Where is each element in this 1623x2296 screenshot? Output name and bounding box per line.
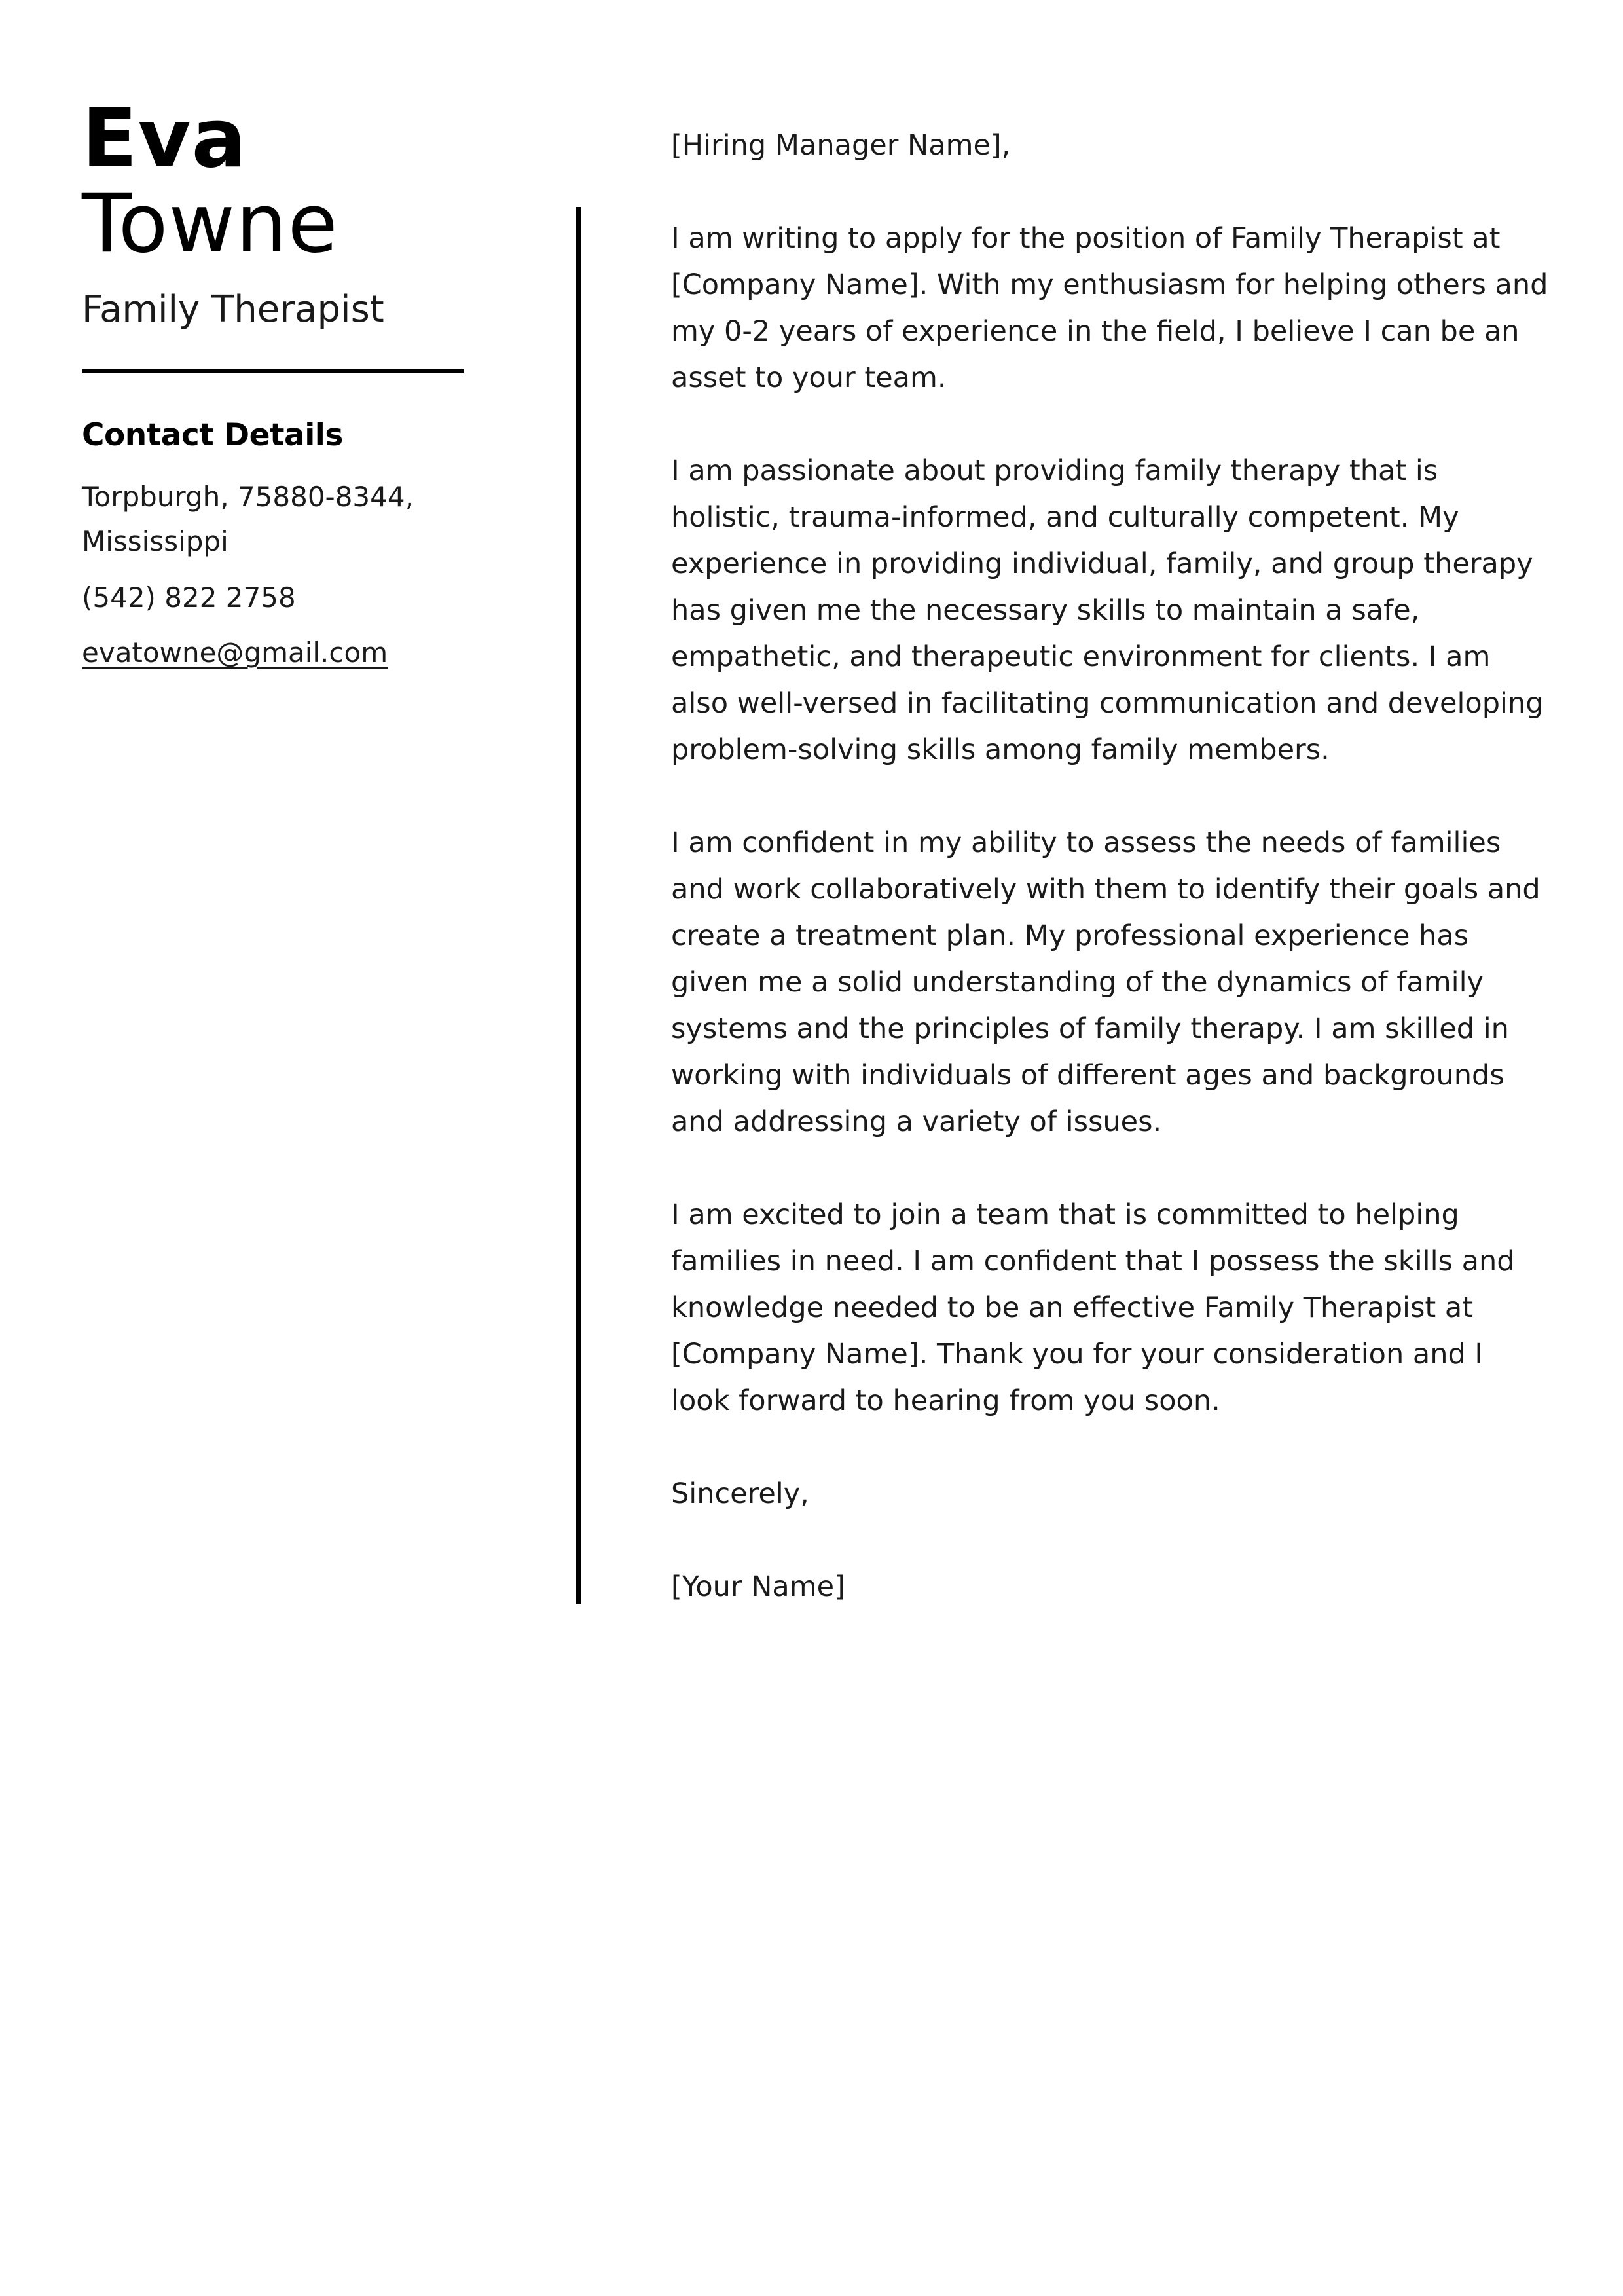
contact-address [82, 475, 475, 564]
sidebar-divider-rule [82, 369, 464, 373]
letter-salutation: [Hiring Manager Name], [671, 129, 1011, 162]
letter-body [671, 122, 1548, 1610]
sidebar [82, 92, 475, 675]
address-line-1: Torpburgh, 75880-8344, [82, 481, 414, 513]
letter-paragraph-4: I am excited to join a team that is committed to helping families in need. I am confident that I possess the skills and knowledge needed to be an effective Family Therapist at [Company Name]. Thank you for your consideration and I look forward to hearing from you soon. [671, 1198, 1515, 1417]
contact-phone: (542) 822 2758 [82, 582, 296, 614]
letter-paragraph-3: I am confident in my ability to assess the needs of families and work collaboratively with them to identify their goals and create a treatment plan. My professional experience has given me a solid understanding of the dynamics of family systems and the principles of family therapy. I am skilled in working with individuals of different ages and backgrounds and addressing a variety of issues. [671, 826, 1541, 1138]
letter-signature: [Your Name] [671, 1570, 845, 1603]
first-name: Eva [82, 92, 247, 186]
letter-paragraph-2: I am passionate about providing family therapy that is holistic, trauma-informed, and culturally competent. My experience in providing individual, family, and group therapy has given me the necessary skills to maintain a safe, empathetic, and therapeutic environment for clients. I am also well-versed in facilitating communication and developing problem-solving skills among family members. [671, 454, 1544, 766]
job-title: Family Therapist [82, 288, 384, 331]
address-line-2: Mississippi [82, 525, 228, 557]
contact-heading: Contact Details [82, 417, 343, 453]
contact-email-link[interactable]: evatowne@gmail.com [82, 637, 388, 669]
last-name: Towne [82, 177, 338, 271]
letter-paragraph-1: I am writing to apply for the position of Family Therapist at [Company Name]. With my enthusiasm for helping others and my 0-2 years of experience in the field, I believe I can be an asset to your team. [671, 222, 1548, 394]
vertical-divider [576, 207, 581, 1604]
letter-closing: Sincerely, [671, 1477, 809, 1510]
